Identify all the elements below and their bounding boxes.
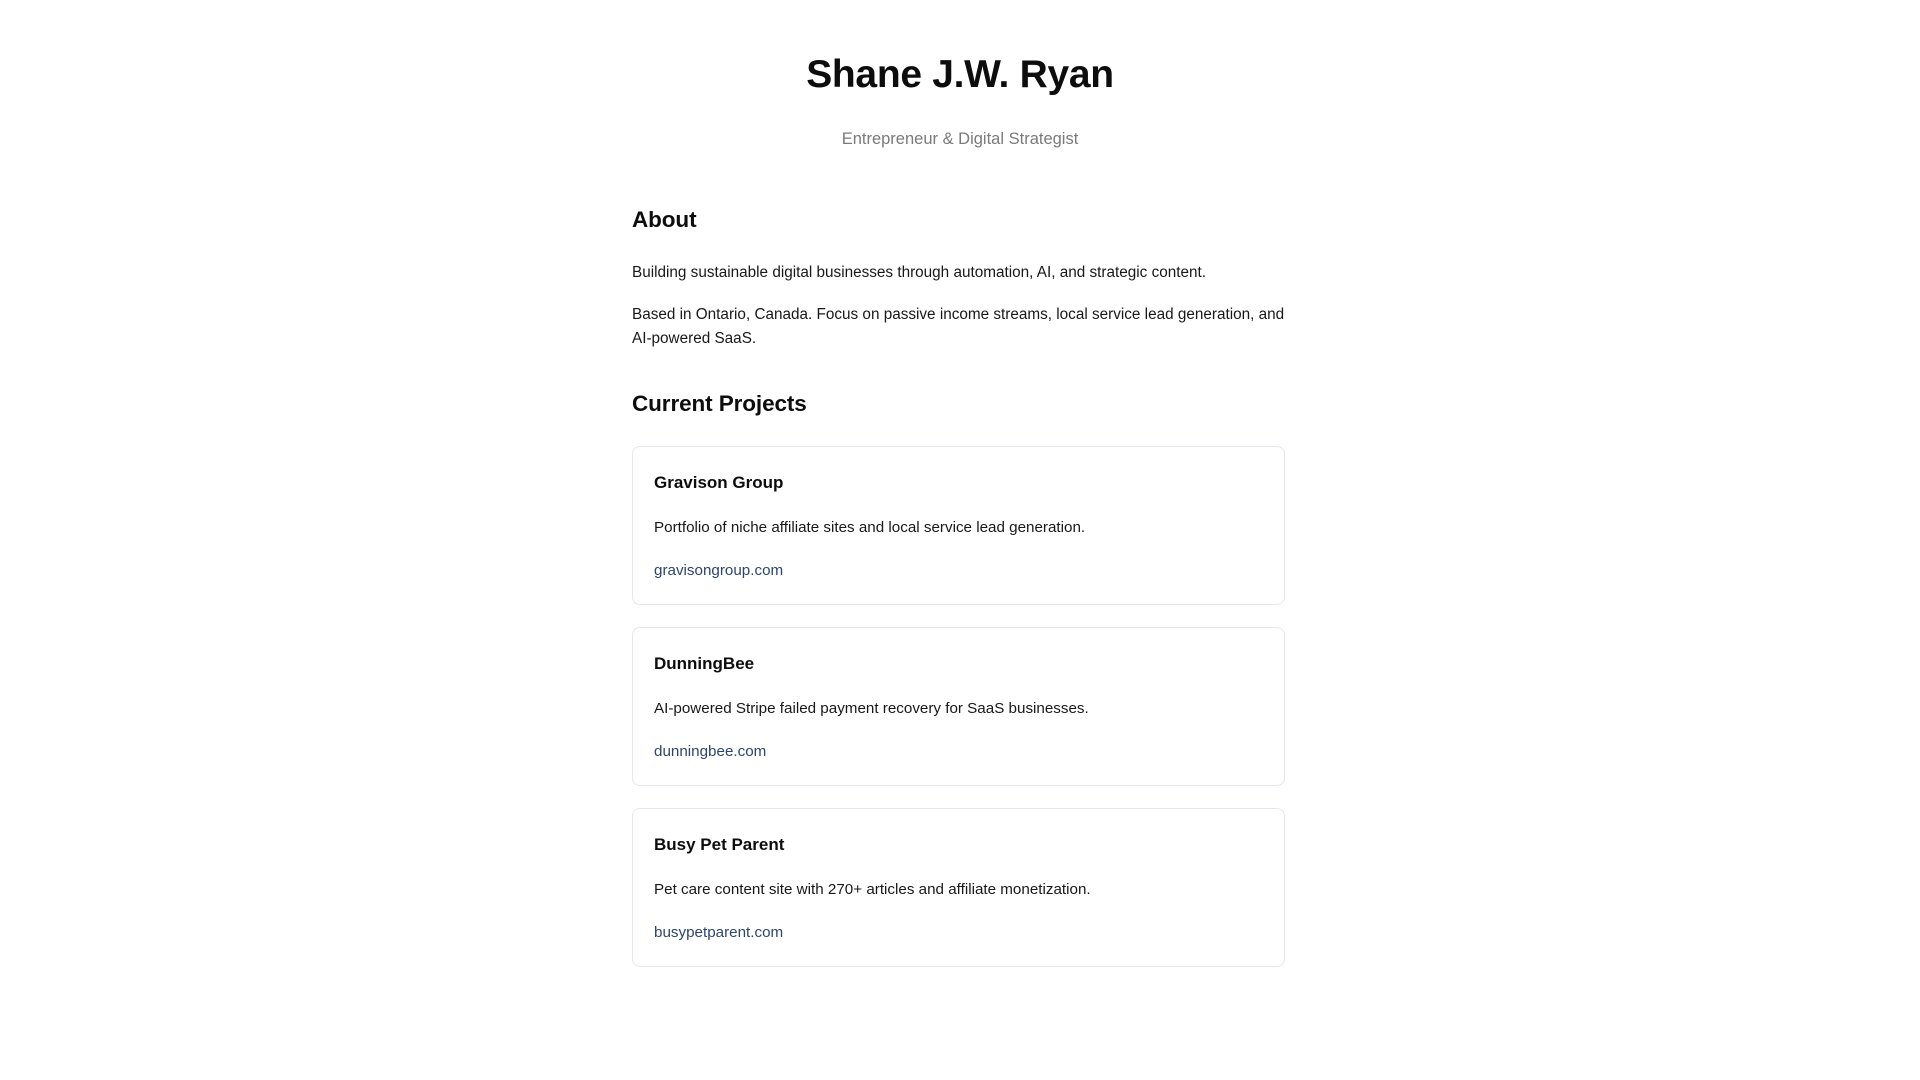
about-paragraph-2: Based in Ontario, Canada. Focus on passive income streams, local service lead generation, and AI-powered SaaS.	[632, 306, 1285, 347]
about-heading: About	[632, 206, 697, 232]
projects-section	[632, 350, 1286, 968]
about-section	[632, 151, 1286, 350]
project-name: DunningBee	[654, 654, 755, 674]
project-description: Pet care content site with 270+ articles and affiliate monetization.	[654, 881, 1091, 899]
project-name: Gravison Group	[654, 472, 784, 492]
project-link[interactable]: busypetparent.com	[654, 924, 784, 942]
project-card	[632, 627, 1285, 786]
project-description: AI-powered Stripe failed payment recovery for SaaS businesses.	[654, 700, 1089, 718]
site-header	[0, 0, 1920, 151]
projects-heading: Current Projects	[632, 390, 807, 416]
project-description: Portfolio of niche affiliate sites and local service lead generation.	[654, 518, 1086, 536]
project-link[interactable]: dunningbee.com	[654, 742, 767, 760]
project-card	[632, 446, 1285, 605]
project-link[interactable]: gravisongroup.com	[654, 561, 784, 579]
page-subtitle: Entrepreneur & Digital Strategist	[841, 129, 1079, 148]
main-content	[632, 151, 1286, 968]
page-title: Shane J.W. Ryan	[806, 53, 1114, 96]
projects-list	[632, 446, 1286, 968]
project-name: Busy Pet Parent	[654, 835, 785, 855]
about-paragraph-1: Building sustainable digital businesses through automation, AI, and strategic content.	[632, 264, 1206, 282]
project-card	[632, 808, 1285, 967]
